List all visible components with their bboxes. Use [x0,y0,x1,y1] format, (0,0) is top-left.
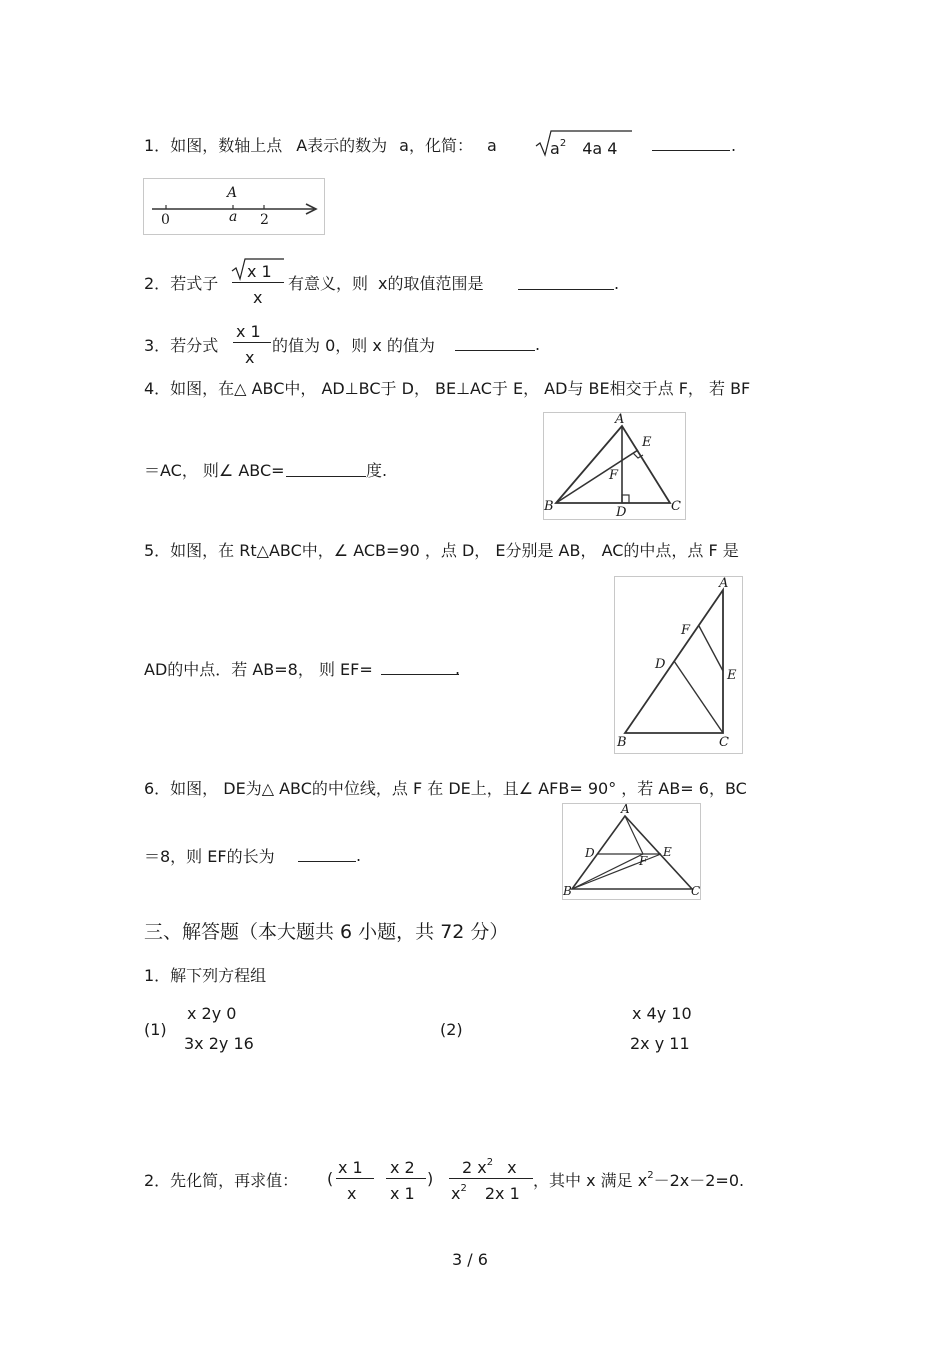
q4-triangle-figure [543,412,686,520]
s1-part1-label: (1) [144,1020,167,1039]
q1-var-a: a [399,136,409,155]
q3-answer-blank[interactable] [455,350,535,351]
q3-stem-2: 的值为 0，则 x 的值为 [272,336,435,355]
s2-f3-num-exponent: 2 [486,1157,494,1168]
q1-stem-2: 表示的数为 [307,136,388,155]
q3-number: 3． [144,336,171,355]
q1-number: 1． [144,136,171,155]
q1-point-a: A [296,136,308,155]
s2-fraction3-numerator [462,1158,517,1177]
q2-text-2 [288,271,484,294]
q2-stem-2: 有意义，则 [288,274,369,293]
q2-stem: 若式子 [170,274,219,293]
s2-f3-num-a: 2 x [462,1158,487,1177]
q4-unit: 度. [366,461,388,480]
q4-label-C: C [671,499,681,514]
q6-answer-blank[interactable] [298,861,356,862]
q1-sqrt-exponent: 2 [559,138,567,149]
q5-segment-fe [699,626,723,671]
s2-f3-den-a: x [451,1184,461,1203]
q4-line-1: 4．如图，在△ ABC中， AD⊥BC于 D， BE⊥AC于 E， AD与 BE相交于点 F， 若 BF [144,379,751,398]
q2-stem-3: 的取值范围是 [387,274,484,293]
q1-stem-3: ，化简： [408,136,473,155]
q5-label-E: E [727,668,737,683]
q5-line-2: AD的中点．若 AB=8， 则 EF= [144,660,373,679]
q5-answer-blank[interactable] [381,674,459,675]
q6-label-B: B [563,884,572,898]
numberline-label-2: 2 [260,212,269,228]
s2-condition-b: －2x－2=0. [653,1171,745,1190]
q6-segment-bf [572,854,643,889]
q1-sqrt-rest: 4a 4 [582,139,618,158]
s2-fraction1-denominator: x [347,1184,357,1203]
q2-number: 2． [144,274,171,293]
q5-segment-dc [674,661,723,733]
q2-sqrt-body: x 1 [247,262,272,281]
numberline-label-0: 0 [161,212,170,228]
s2-heading: 2．先化简，再求值： [144,1171,299,1190]
q4-line-2: ＝AC， 则∠ ABC= [144,461,285,480]
s2-condition [533,1168,744,1191]
q1-stem: 如图，数轴上点 [170,136,283,155]
s2-fraction1-numerator: x 1 [338,1158,363,1177]
numberline-label-a: a [229,209,238,225]
q1-answer-blank[interactable] [652,150,730,151]
q5-label-B: B [617,735,627,750]
q6-line-2: ＝8，则 EF的长为 [144,847,275,866]
q4-label-D: D [616,505,627,520]
q2-fraction-bar [232,282,284,283]
s2-fraction1-bar [336,1178,374,1179]
q1-sqrt-a: a [550,139,560,158]
q2-var: x [378,274,388,293]
s1-part1-equation-1: x 2y 0 [187,1004,237,1023]
q5-label-F: F [681,623,691,638]
section-three-title: 三、解答题（本大题共 6 小题，共 72 分） [144,921,509,943]
q2-end: . [614,274,620,293]
q2-answer-blank[interactable] [518,289,614,290]
q3-numerator: x 1 [236,322,261,341]
q6-label-A: A [621,802,630,816]
q5-triangle-figure [614,576,743,754]
q5-line-1: 5．如图，在 Rt△ABC中，∠ ACB=90 ，点 D， E分别是 AB， AC的中点，点 F 是 [144,541,739,560]
q3-stem: 若分式 [170,336,219,355]
number-line-figure [143,178,325,235]
q6-label-D: D [585,846,595,860]
q5-label-D: D [655,657,666,672]
q4-label-F: F [609,468,619,483]
s2-f3-den-exponent: 2 [460,1183,467,1194]
s2-f3-den-b: 2x 1 [484,1184,520,1203]
q6-end: . [356,846,362,865]
s2-condition-a: ，其中 x 满足 x [533,1171,648,1190]
q6-label-F: F [639,854,648,868]
q4-right-angle-d [622,495,629,503]
q6-label-E: E [663,845,672,859]
q4-label-B: B [544,499,554,514]
q4-label-A: A [615,412,625,427]
q3-text [144,333,218,356]
s1-part2-equation-2: 2x y 11 [630,1034,690,1053]
s2-fraction2-bar [386,1178,426,1179]
s1-part1-equation-2: 3x 2y 16 [184,1034,254,1053]
s2-left-paren: ( [327,1169,334,1188]
q3-fraction-bar [233,342,271,343]
s2-right-paren: ) [427,1169,434,1188]
s2-condition-exponent: 2 [647,1170,654,1181]
q6-line-1: 6．如图， DE为△ ABC的中位线，点 F 在 DE上，且∠ AFB= 90° ，若 AB= 6，BC [144,779,747,798]
q4-label-E: E [642,435,652,450]
q5-end: . [455,659,461,678]
q1-sqrt-expression [550,139,617,158]
q3-denominator: x [245,348,255,367]
q4-answer-blank[interactable] [286,476,366,477]
q1-end: . [731,136,737,155]
q6-triangle-figure [562,803,701,900]
s1-part2-label: (2) [440,1020,463,1039]
q3-end: . [535,335,541,354]
s1-heading: 1．解下列方程组 [144,966,267,985]
q1-expr-a: a [487,136,497,155]
q6-label-C: C [691,884,701,898]
q5-label-A: A [719,576,729,591]
page-number: 3 / 6 [452,1250,488,1269]
q2-denominator: x [253,288,263,307]
s2-fraction3-bar [449,1178,533,1179]
s2-f3-num-b: x [507,1158,517,1177]
s2-fraction3-denominator [451,1184,520,1203]
s2-fraction2-numerator: x 2 [390,1158,415,1177]
q1-text [144,133,497,156]
s2-fraction2-denominator: x 1 [390,1184,415,1203]
q2-text [144,271,218,294]
s1-part2-equation-1: x 4y 10 [632,1004,692,1023]
q5-label-C: C [719,735,729,750]
numberline-label-A: A [227,185,238,201]
q6-segment-af [625,816,643,854]
